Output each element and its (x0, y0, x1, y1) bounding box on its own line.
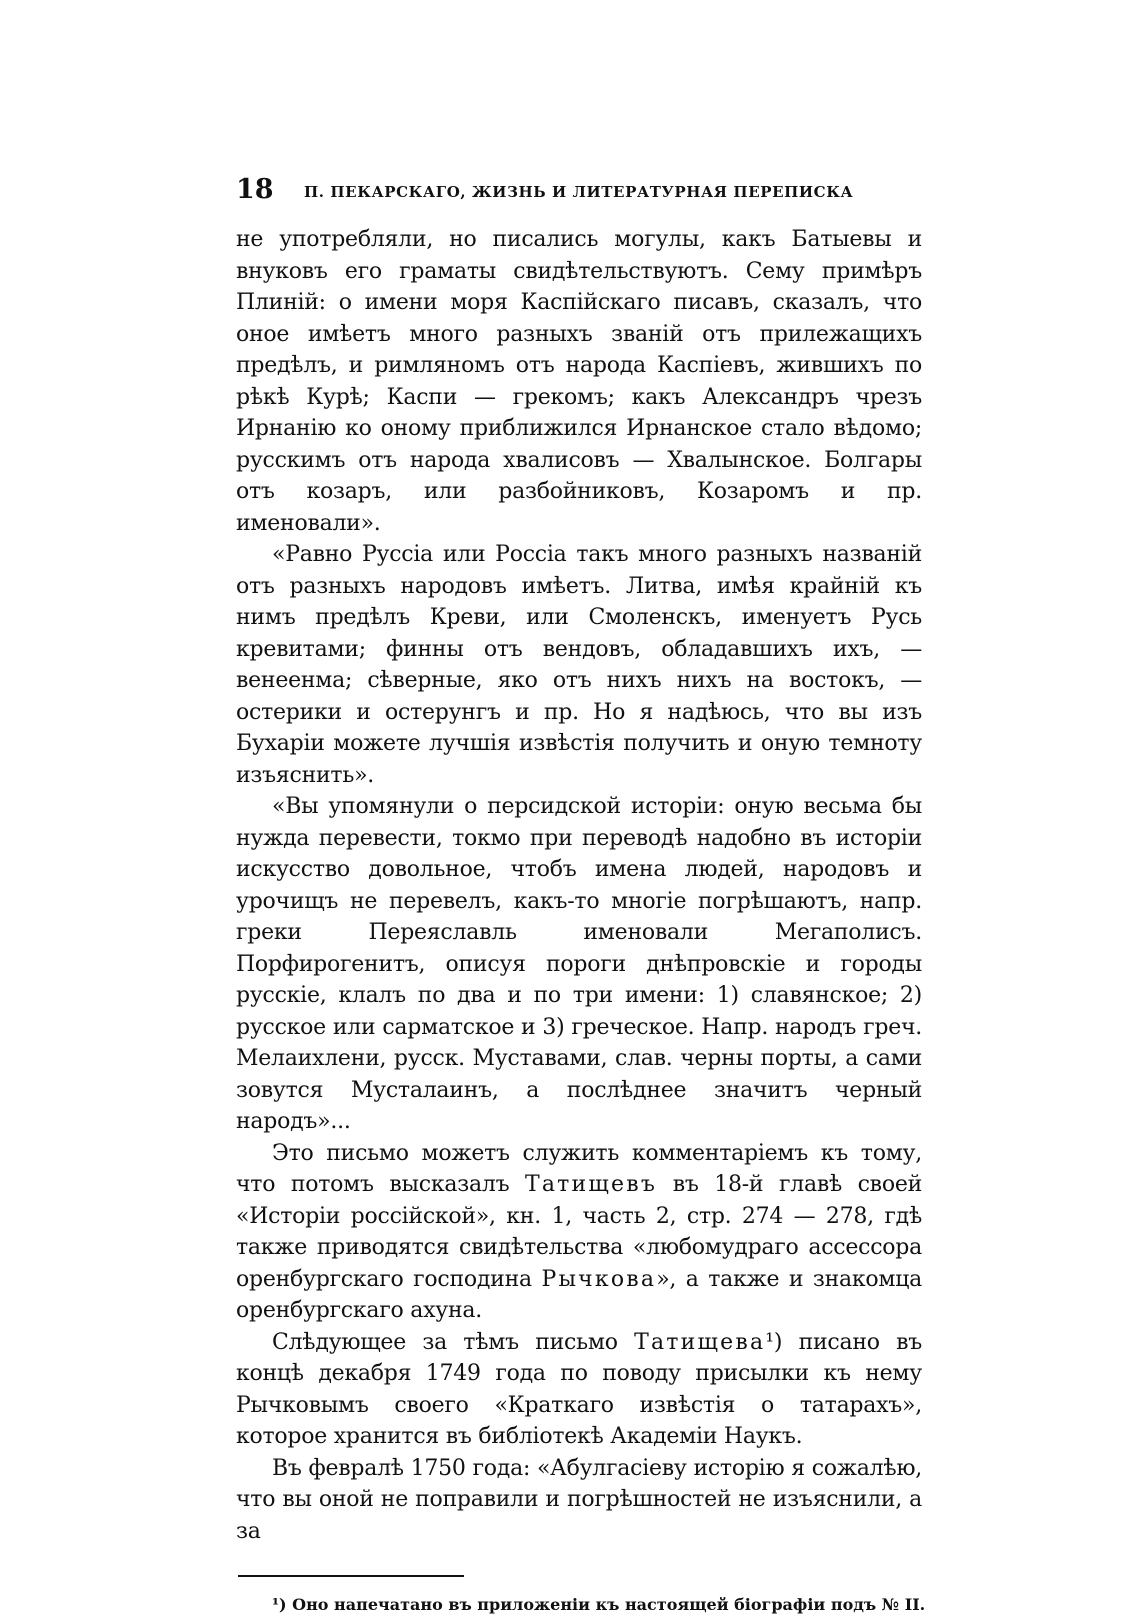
paragraph-2: «Равно Руссіа или Россіа такъ много разныхъ названій отъ разныхъ народовъ имѣетъ. Литва, имѣя крайній къ нимъ предѣлъ Креви, или Смоленскъ, именуетъ Русь кревитами; финны отъ вендовъ, обладавшихъ ихъ, — венеенма; сѣверные, яко отъ нихъ нихъ на востокъ, — остерики и остерунгъ и пр. Но я надѣюсь, что вы изъ Бухаріи можете лучшія извѣстія получить и оную темноту изъяснить». (236, 542, 922, 788)
footnote-text: Оно напечатано въ приложеніи къ настоящей біографіи подъ № II. (292, 1595, 926, 1614)
body-text (236, 224, 922, 1547)
paragraph-6: Въ февралѣ 1750 года: «Абулгасіеву исторію я сожалѣю, что вы оной не поправили и погрѣшностей не изъяснили, а за (236, 1455, 922, 1544)
running-title: П. ПЕКАРСКАГО, ЖИЗНЬ И ЛИТЕРАТУРНАЯ ПЕРЕПИСКА (304, 183, 854, 201)
running-header (236, 170, 922, 212)
paragraph-5 (236, 1327, 922, 1453)
page-number: 18 (236, 174, 274, 205)
author-name-tatishchev: Татищевъ (524, 1172, 658, 1197)
footnote (272, 1595, 926, 1614)
paragraph-4-part-a: Это письмо можетъ служить комментаріемъ къ тому, что потомъ высказалъ (236, 1140, 922, 1197)
paragraph-4-part-b: въ 18-й главѣ своей «Исторіи россійской», кн. 1, часть 2, стр. 274 — 278, гдѣ также приводятся свидѣтельства «любомудраго ассессора оренбургскаго господина (236, 1172, 922, 1292)
paragraph-1: не употребляли, но писались могулы, какъ Батыевы и внуковъ его граматы свидѣтельствуютъ. Сему примѣръ Плиній: о имени моря Каспійскаго писавъ, сказалъ, что оное имѣетъ много разныхъ званій отъ прилежащихъ предѣлъ, и римляномъ отъ народа Каспіевъ, жившихъ по рѣкѣ Курѣ; Каспи — грекомъ; какъ Александръ чрезъ Ирнанію ко оному приближился Ирнанское стало вѣдомо; русскимъ отъ народа хвалисовъ — Хвалынское. Болгары отъ козаръ, или разбойниковъ, Козаромъ и пр. именовали». (236, 227, 922, 536)
paragraph-3: «Вы упомянули о персидской исторіи: оную весьма бы нужда перевести, токмо при переводѣ надобно въ исторіи искусство довольное, чтобъ имена людей, народовъ и урочищъ не перевелъ, какъ-то многіе погрѣшаютъ, напр. греки Переяславль именовали Мегаполисъ. Порфирогенитъ, описуя пороги днѣпровскіе и городы русскіе, клалъ по два и по три имени: 1) славянское; 2) русское или сарматское и 3) греческое. Напр. народъ греч. Мелаихлени, русск. Муставами, слав. черны порты, а сами зовутся Мусталаинъ, а послѣднее значитъ черный народъ»... (236, 794, 922, 1134)
footnote-marker: ¹) (272, 1595, 287, 1614)
paragraph-4 (236, 1138, 922, 1327)
author-name-rychkov: Рычкова (541, 1266, 657, 1292)
footnote-reference[interactable]: ¹) (765, 1329, 783, 1355)
paragraph-5-part-b: писано въ концѣ декабря 1749 года по поводу присылки къ нему Рычковымъ своего «Краткаго извѣстія о татарахъ», которое хранится въ библіотекѣ Академіи Наукъ. (236, 1329, 922, 1449)
paragraph-5-part-a: Слѣдующее за тѣмъ письмо (272, 1329, 618, 1355)
paragraph-4-part-c: », а также и знакомца оренбургскаго ахуна. (236, 1266, 922, 1323)
book-page (236, 170, 926, 1614)
footnote-divider (238, 1575, 464, 1577)
author-name-tatishcheva: Татищева (634, 1329, 766, 1355)
